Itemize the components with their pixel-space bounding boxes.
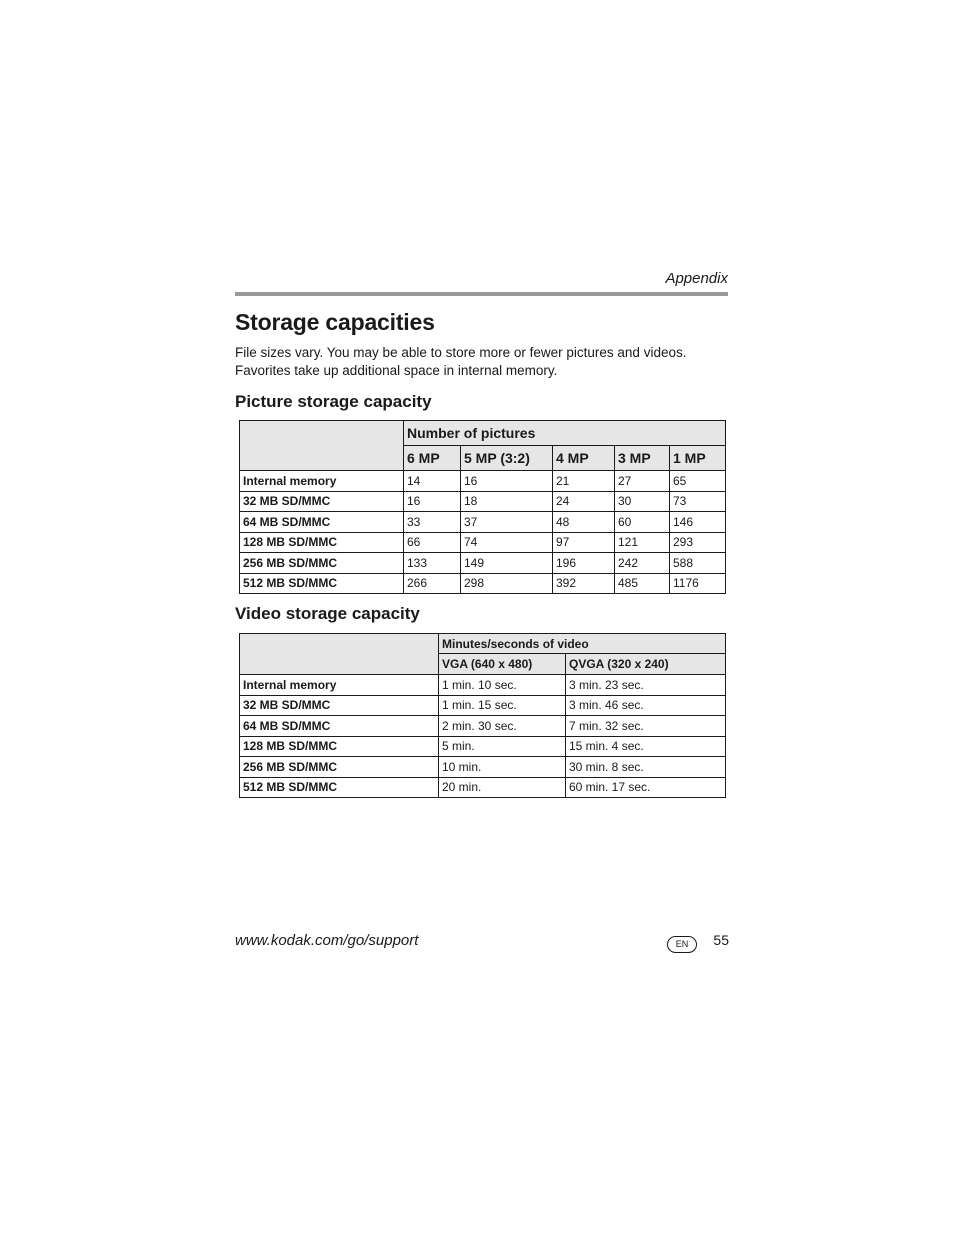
table-cell: 60 min. 17 sec. <box>566 777 726 798</box>
table-cell: 196 <box>553 553 615 574</box>
intro-paragraph: File sizes vary. You may be able to store more or fewer pictures and videos. Favorites take up additional space in internal memory. <box>235 345 687 378</box>
video-capacity-table <box>239 633 726 798</box>
table-cell: 392 <box>553 573 615 594</box>
table-cell: 37 <box>461 512 553 533</box>
header-rule <box>235 292 728 296</box>
column-header: QVGA (320 x 240) <box>566 654 726 675</box>
column-header: 5 MP (3:2) <box>461 446 553 471</box>
table-cell: 21 <box>553 471 615 492</box>
picture-capacity-heading: Picture storage capacity <box>235 392 432 411</box>
table-row <box>240 757 726 778</box>
row-label: 256 MB SD/MMC <box>240 757 439 778</box>
table-row <box>240 573 726 594</box>
table-row <box>240 716 726 737</box>
row-label: 64 MB SD/MMC <box>240 716 439 737</box>
row-label: 32 MB SD/MMC <box>240 491 404 512</box>
language-badge: EN <box>667 936 697 953</box>
table-cell: 2 min. 30 sec. <box>439 716 566 737</box>
table-cell: 3 min. 46 sec. <box>566 695 726 716</box>
table-row <box>240 512 726 533</box>
row-label: 512 MB SD/MMC <box>240 573 404 594</box>
table-cell: 266 <box>404 573 461 594</box>
table-cell: 485 <box>615 573 670 594</box>
table-cell: 33 <box>404 512 461 533</box>
section-label: Appendix <box>665 270 728 287</box>
table-cell: 133 <box>404 553 461 574</box>
column-header: 1 MP <box>670 446 726 471</box>
table-row <box>240 695 726 716</box>
table-cell: 74 <box>461 532 553 553</box>
row-label: 64 MB SD/MMC <box>240 512 404 533</box>
table-cell: 1 min. 15 sec. <box>439 695 566 716</box>
table-cell: 24 <box>553 491 615 512</box>
table-cell: 121 <box>615 532 670 553</box>
page-title: Storage capacities <box>235 309 435 335</box>
table-corner-cell <box>240 421 404 471</box>
table-cell: 3 min. 23 sec. <box>566 675 726 696</box>
table-cell: 60 <box>615 512 670 533</box>
table-cell: 1176 <box>670 573 726 594</box>
table-cell: 293 <box>670 532 726 553</box>
row-label: 512 MB SD/MMC <box>240 777 439 798</box>
table-cell: 588 <box>670 553 726 574</box>
table-cell: 20 min. <box>439 777 566 798</box>
table-row <box>240 471 726 492</box>
table-cell: 14 <box>404 471 461 492</box>
table-cell: 7 min. 32 sec. <box>566 716 726 737</box>
table-cell: 10 min. <box>439 757 566 778</box>
table-cell: 73 <box>670 491 726 512</box>
table-cell: 97 <box>553 532 615 553</box>
table-cell: 16 <box>404 491 461 512</box>
row-label: Internal memory <box>240 675 439 696</box>
table-cell: 146 <box>670 512 726 533</box>
row-label: 32 MB SD/MMC <box>240 695 439 716</box>
table-row <box>240 532 726 553</box>
table-cell: 66 <box>404 532 461 553</box>
table-cell: 16 <box>461 471 553 492</box>
table-cell: 18 <box>461 491 553 512</box>
group-header: Minutes/seconds of video <box>439 634 726 654</box>
column-header: 4 MP <box>553 446 615 471</box>
row-label: 256 MB SD/MMC <box>240 553 404 574</box>
table-cell: 15 min. 4 sec. <box>566 736 726 757</box>
table-row <box>240 675 726 696</box>
row-label: Internal memory <box>240 471 404 492</box>
table-cell: 30 min. 8 sec. <box>566 757 726 778</box>
table-cell: 65 <box>670 471 726 492</box>
page-number: 55 <box>713 932 729 948</box>
table-cell: 48 <box>553 512 615 533</box>
group-header: Number of pictures <box>404 421 726 446</box>
table-row <box>240 491 726 512</box>
table-cell: 5 min. <box>439 736 566 757</box>
table-cell: 242 <box>615 553 670 574</box>
table-corner-cell <box>240 634 439 675</box>
column-header: VGA (640 x 480) <box>439 654 566 675</box>
table-cell: 30 <box>615 491 670 512</box>
video-capacity-heading: Video storage capacity <box>235 604 420 623</box>
column-header: 3 MP <box>615 446 670 471</box>
column-header: 6 MP <box>404 446 461 471</box>
picture-capacity-table <box>239 420 726 594</box>
table-row <box>240 736 726 757</box>
row-label: 128 MB SD/MMC <box>240 736 439 757</box>
table-cell: 298 <box>461 573 553 594</box>
table-row <box>240 777 726 798</box>
support-url: www.kodak.com/go/support <box>235 932 419 949</box>
table-cell: 1 min. 10 sec. <box>439 675 566 696</box>
table-cell: 149 <box>461 553 553 574</box>
row-label: 128 MB SD/MMC <box>240 532 404 553</box>
table-cell: 27 <box>615 471 670 492</box>
table-row <box>240 553 726 574</box>
